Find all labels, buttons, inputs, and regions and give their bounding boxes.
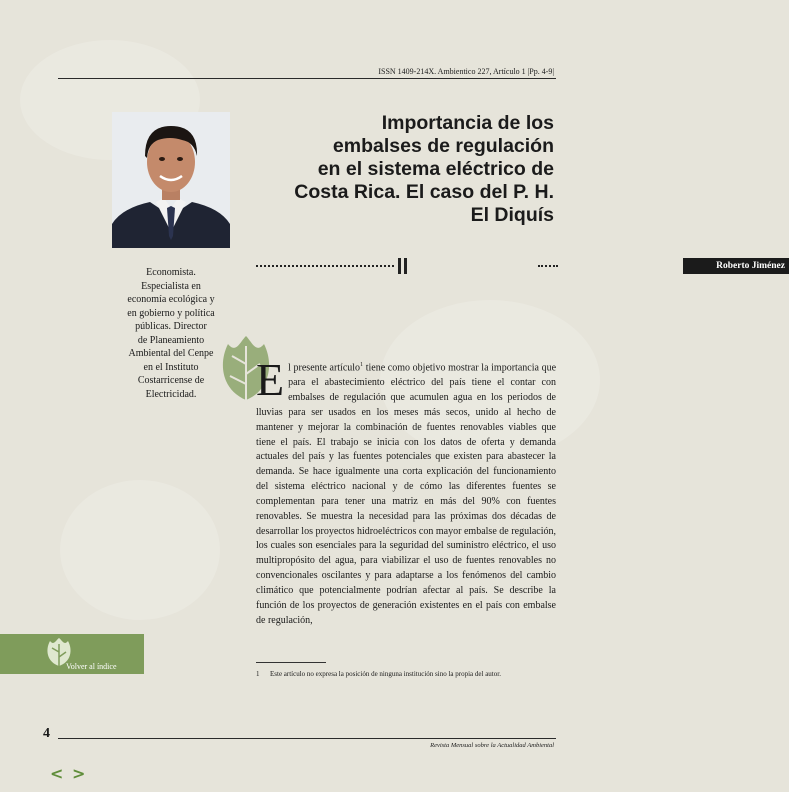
bio-line: en el Instituto [143,361,199,373]
title-line: Importancia de los [381,112,554,134]
dotted-rule [538,265,558,267]
title-line: embalses de regulación [332,135,554,157]
bio-line: Ambiental del Cenpe [128,348,214,359]
footnote-marker: 1 [360,362,364,368]
bio-line: Economista. [146,267,196,278]
footnote-number: 1 [256,670,260,678]
author-name: Roberto Jiménez [683,258,789,274]
drop-cap: E [256,354,285,405]
body-paragraph: tiene como objetivo mostrar la importancia que para el abastecimiento eléctrico del país tiene el contar con embalses de regulación que acumulen agua en los periodos de lluvias para ser usados en los meses más secos, unido al hecho de mantener y mejorar la combinación de fuentes renovables viables que tiene el país. El trabajo se inicia con los datos de oferta y demanda actuales del país y las fuentes potenciales que existen para abastecer la demanda. Se hace igualmente una corta explicación del funcionamiento del sistema eléctrico nacional y de cómo las diferentes fuentes se complementan para tener una matriz en más del 90% con fuentes renovables. Se muestra la necesidad para las próximas dos décadas de desarrollar los proyectos hidroeléctricos con mayor embalse de regulación, los cuales son esenciales para la seguridad del suministro eléctrico, el uso multipropósito del agua, para viabilizar el uso de fuentes renovables no convencionales oscilantes y para adaptarse a los fenómenos del cambio climático que potencialmente podrían afectar al país. Se describe la función de los proyectos de generación existentes en el país con embalse de regulación, [256,362,557,626]
article-body [256,354,557,629]
article-title [254,112,554,227]
title-line: El Diquís [470,204,554,226]
bio-line: Costarricense de [137,375,205,386]
bio-line: economía ecológica y [127,294,215,305]
bio-line: públicas. Director [135,321,207,332]
journal-name: Revista Mensual sobre la Actualidad Ambiental [430,742,554,749]
title-line: Costa Rica. El caso del P. H. [294,181,554,203]
bio-line: Especialista en [141,280,201,292]
author-photo [112,112,230,248]
bio-line: en gobierno y política [127,307,215,319]
back-to-index-label[interactable]: Volver al índice [66,662,117,671]
bar-mark [398,258,401,274]
dotted-rule [256,265,394,267]
footnote [256,669,556,680]
bar-mark [404,258,407,274]
title-line: en el sistema eléctrico de [317,158,554,180]
footnote-text: Este artículo no expresa la posición de ninguna institución sino la propia del autor. [270,670,501,678]
author-bar [256,258,785,274]
bio-line: Electricidad. [145,388,197,400]
footnote-rule [256,662,326,663]
bio-line: de Planeamiento [137,334,205,346]
header-reference: ISSN 1409-214X. Ambientico 227, Artículo 1 |Pp. 4-9| [378,67,554,76]
author-bio [112,266,230,401]
paper-texture [60,480,220,620]
header-rule [58,78,556,79]
page-number: 4 [43,726,50,741]
body-intro: l presente artículo [288,362,361,374]
next-page-button[interactable]: > [72,764,86,783]
prev-page-button[interactable]: < [50,764,64,783]
footer-rule [58,738,556,739]
